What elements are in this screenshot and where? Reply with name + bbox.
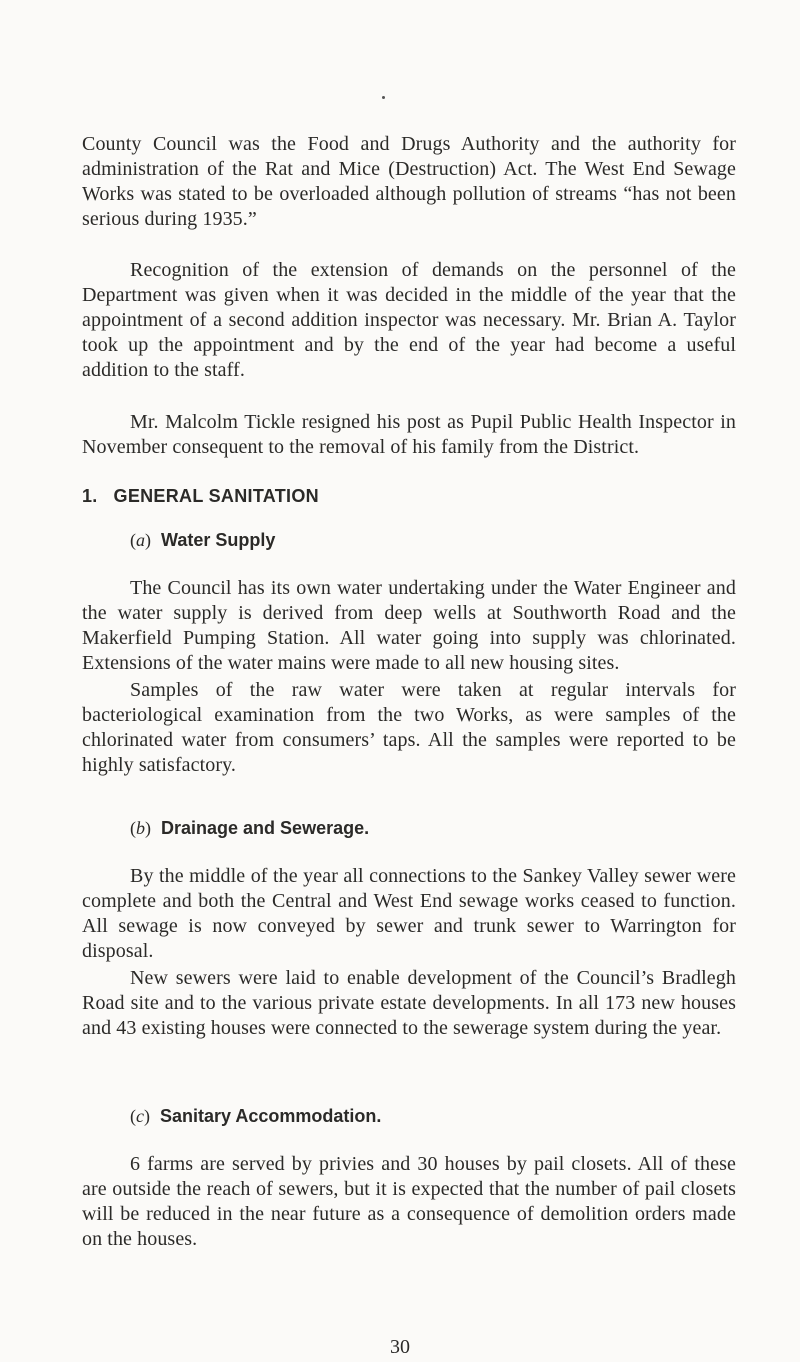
subsection-letter: (b) xyxy=(130,818,151,838)
paragraph-continuation: County Council was the Food and Drugs Authority and the authority for administration of the Rat and Mice (Destruction) Act. The West End Sewage Works was stated to be overloaded although pollution of streams “has not been serious during 1935.” xyxy=(82,133,736,230)
paragraph-staffing: Recognition of the extension of demands on the personnel of the Department was given when it was decided in the middle of the year that the appointment of a second addition inspector was necessary. Mr. Brian A. Taylor took up the appointment and by the end of the year had become a useful addition to the staff. xyxy=(82,259,736,381)
paragraph-water-undertaking: The Council has its own water undertaking under the Water Engineer and the water supply is derived from deep wells at Southworth Road and the Makerfield Pumping Station. All water going into supply was chlorinated. Extensions of the water mains were made to all new housing sites. xyxy=(82,577,736,674)
section-number: 1. xyxy=(82,486,98,506)
subsection-letter: (a) xyxy=(130,530,151,550)
subsection-heading-sanitary xyxy=(130,1106,381,1127)
subsection-heading-drainage xyxy=(130,818,369,839)
section-title: GENERAL SANITATION xyxy=(113,486,319,506)
subsection-title: Water Supply xyxy=(161,530,276,550)
paragraph-sankey-sewer: By the middle of the year all connections to the Sankey Valley sewer were complete and both the Central and West End sewage works ceased to function. All sewage is now conveyed by sewer and trunk sewer to Warrington for disposal. xyxy=(82,865,736,962)
subsection-heading-water-supply xyxy=(130,530,275,551)
page-mark xyxy=(382,96,385,99)
subsection-letter: (c) xyxy=(130,1106,150,1126)
subsection-title: Drainage and Sewerage. xyxy=(161,818,370,838)
paragraph-privies: 6 farms are served by privies and 30 houses by pail closets. All of these are outside the reach of sewers, but it is expected that the number of pail closets will be reduced in the near future as a consequence of demolition orders made on the houses. xyxy=(82,1153,736,1250)
paragraph-water-samples: Samples of the raw water were taken at regular intervals for bacteriological examination from the two Works, as were samples of the chlorinated water from consumers’ taps. All the samples were reported to be highly satisfactory. xyxy=(82,679,736,776)
paragraph-new-sewers: New sewers were laid to enable development of the Council’s Bradlegh Road site and to the various private estate developments. In all 173 new houses and 43 existing houses were connected to the sewerage system during the year. xyxy=(82,967,736,1039)
page-number: 30 xyxy=(390,1336,410,1358)
paragraph-resignation: Mr. Malcolm Tickle resigned his post as Pupil Public Health Inspector in November consequent to the removal of his family from the District. xyxy=(82,411,736,458)
subsection-title: Sanitary Accommodation. xyxy=(160,1106,382,1126)
section-heading xyxy=(82,486,319,507)
